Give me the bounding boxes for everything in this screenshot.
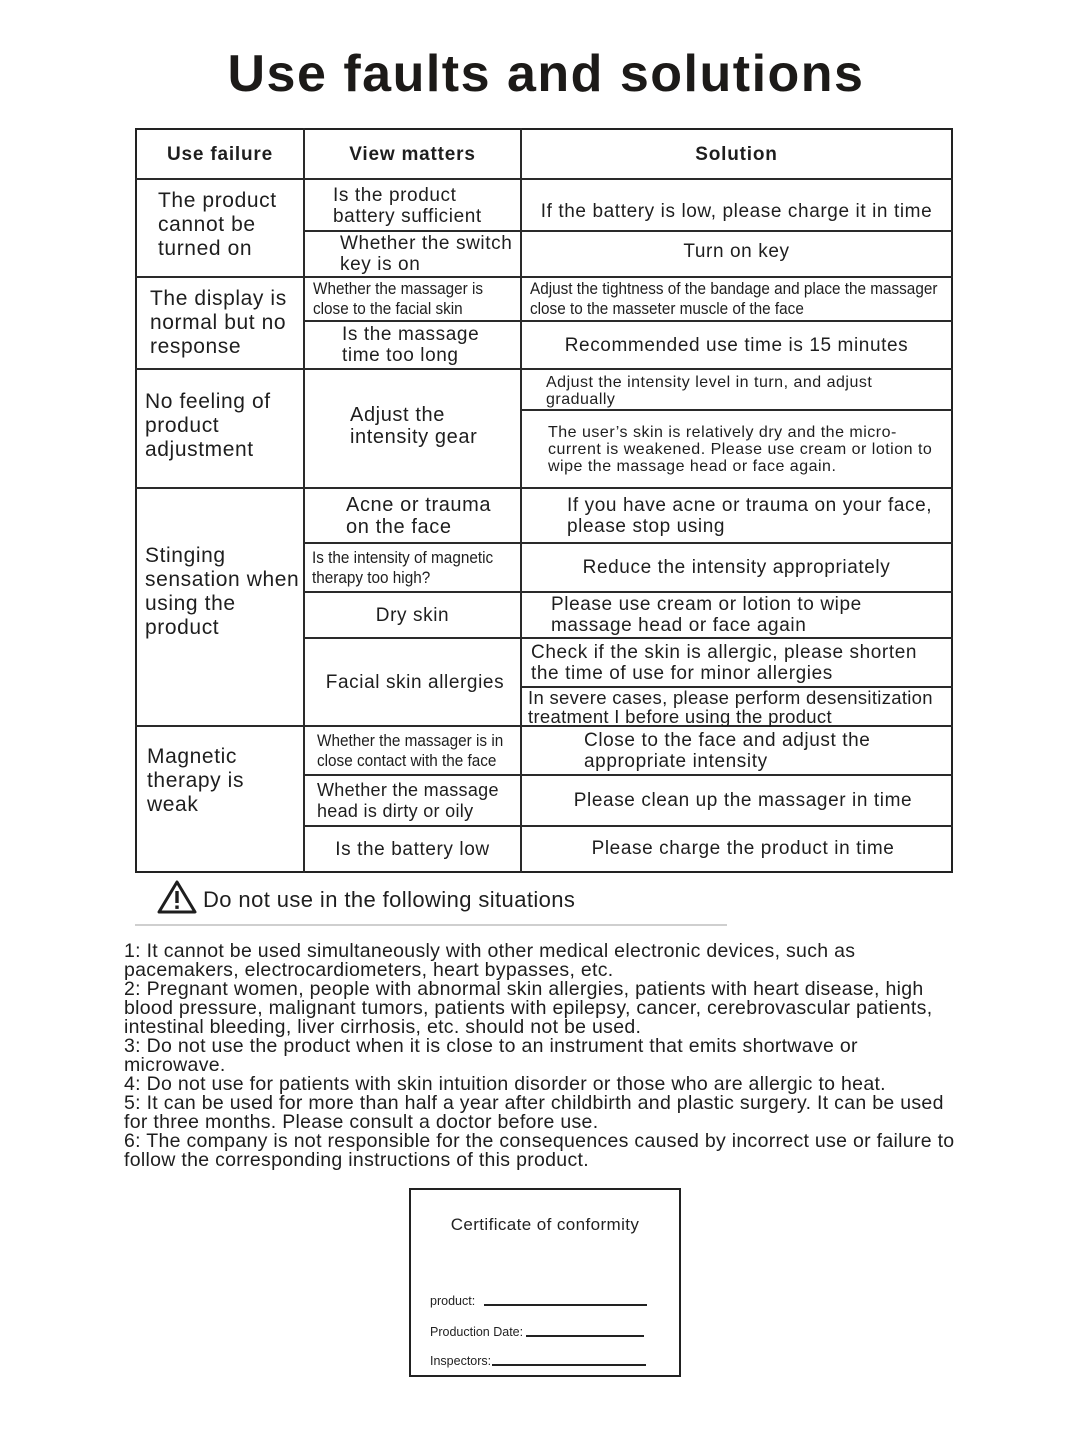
failure-cell: No feeling of product adjustment: [145, 389, 271, 461]
column-divider: [303, 128, 305, 873]
solution-cell: Please charge the product in time: [591, 837, 895, 859]
view-matter-cell: Whether the massager is in close contact with the face: [317, 730, 504, 770]
header-view-matters: View matters: [349, 143, 476, 165]
solution-cell: Please clean up the massager in time: [573, 790, 913, 811]
failure-cell: The product cannot be turned on: [158, 189, 277, 260]
solution-cell: If you have acne or trauma on your face, please stop using: [567, 494, 933, 537]
solution-cell: Please use cream or lotion to wipe massage head or face again: [551, 594, 862, 636]
certificate-field-product: [430, 1294, 647, 1308]
header-solution: Solution: [695, 143, 778, 165]
warning-triangle-icon: [157, 880, 197, 919]
warning-item: 2: Pregnant women, people with abnormal skin allergies, patients with heart disease, high blood pressure, malignant tumors, patients with epilepsy, cancer, cerebrovascular patients, intestinal bleeding, liver cirrhosis, etc. should not be used.: [124, 978, 933, 1038]
view-matter-cell: Dry skin: [375, 604, 450, 626]
solution-cell: In severe cases, please perform desensitization treatment I before using the product: [528, 686, 933, 727]
view-matter-cell: Whether the massage head is dirty or oily: [317, 779, 499, 821]
view-matter-cell: Whether the switch key is on: [340, 233, 513, 275]
certificate-field-inspectors: [430, 1354, 646, 1368]
warning-item: 5: It can be used for more than half a year after childbirth and plastic surgery. It can be used for three months. Please consult a doctor before use.: [124, 1092, 944, 1133]
warning-item: 6: The company is not responsible for the consequences caused by incorrect use or failure to follow the corresponding instructions of this product.: [124, 1130, 955, 1171]
field-label: product:: [430, 1294, 476, 1308]
solution-cell: Reduce the intensity appropriately: [582, 557, 891, 578]
field-label: Production Date:: [430, 1325, 524, 1339]
view-matter-cell: Adjust the intensity gear: [350, 403, 478, 448]
view-matter-cell: Facial skin allergies: [325, 671, 505, 693]
failure-cell: The display is normal but no response: [150, 287, 287, 358]
certificate-field-production-date: [430, 1325, 644, 1339]
warning-item: 1: It cannot be used simultaneously with other medical electronic devices, such as pacemakers, electrocardiometers, heart bypasses, etc.: [124, 940, 856, 981]
solution-cell: Close to the face and adjust the appropriate intensity: [584, 729, 871, 772]
warning-item: 4: Do not use for patients with skin intuition disorder or those who are allergic to heat.: [124, 1073, 886, 1095]
failure-cell: Stinging sensation when using the product: [145, 544, 300, 639]
view-matter-cell: Acne or trauma on the face: [346, 493, 492, 538]
solution-cell: Recommended use time is 15 minutes: [564, 334, 909, 356]
solution-cell: Turn on key: [683, 240, 790, 262]
warning-list: [124, 942, 964, 1170]
header-use-failure: Use failure: [167, 143, 273, 165]
solution-cell: Adjust the tightness of the bandage and place the massager close to the masseter muscle of the face: [530, 279, 938, 318]
divider: [135, 924, 727, 926]
solution-cell: Adjust the intensity level in turn, and adjust gradually: [546, 373, 873, 408]
solution-cell: Check if the skin is allergic, please shorten the time of use for minor allergies: [531, 641, 918, 684]
view-matter-cell: Whether the massager is close to the facial skin: [313, 279, 484, 318]
view-matter-cell: Is the battery low: [335, 838, 490, 860]
solution-cell: The user’s skin is relatively dry and the micro-current is weakened. Please use cream or lotion to wipe the massage head or face again.: [548, 423, 933, 475]
solution-cell: If the battery is low, please charge it in time: [540, 201, 933, 222]
production-date-field[interactable]: [526, 1335, 644, 1337]
page-title: Use faults and solutions: [227, 45, 865, 103]
warning-heading-text: Do not use in the following situations: [203, 886, 576, 912]
certificate-of-conformity: [409, 1188, 681, 1377]
failure-cell: Magnetic therapy is weak: [147, 745, 245, 816]
warning-heading: [157, 880, 575, 919]
view-matter-cell: Is the intensity of magnetic therapy too high?: [312, 547, 494, 587]
view-matter-cell: Is the massage time too long: [342, 324, 480, 366]
warning-item: 3: Do not use the product when it is close to an instrument that emits shortwave or microwave.: [124, 1035, 858, 1076]
view-matter-cell: Is the product battery sufficient: [333, 184, 482, 227]
field-label: Inspectors:: [430, 1354, 492, 1368]
certificate-title: Certificate of conformity: [450, 1215, 640, 1234]
product-field[interactable]: [484, 1304, 647, 1306]
inspectors-field[interactable]: [492, 1364, 646, 1366]
